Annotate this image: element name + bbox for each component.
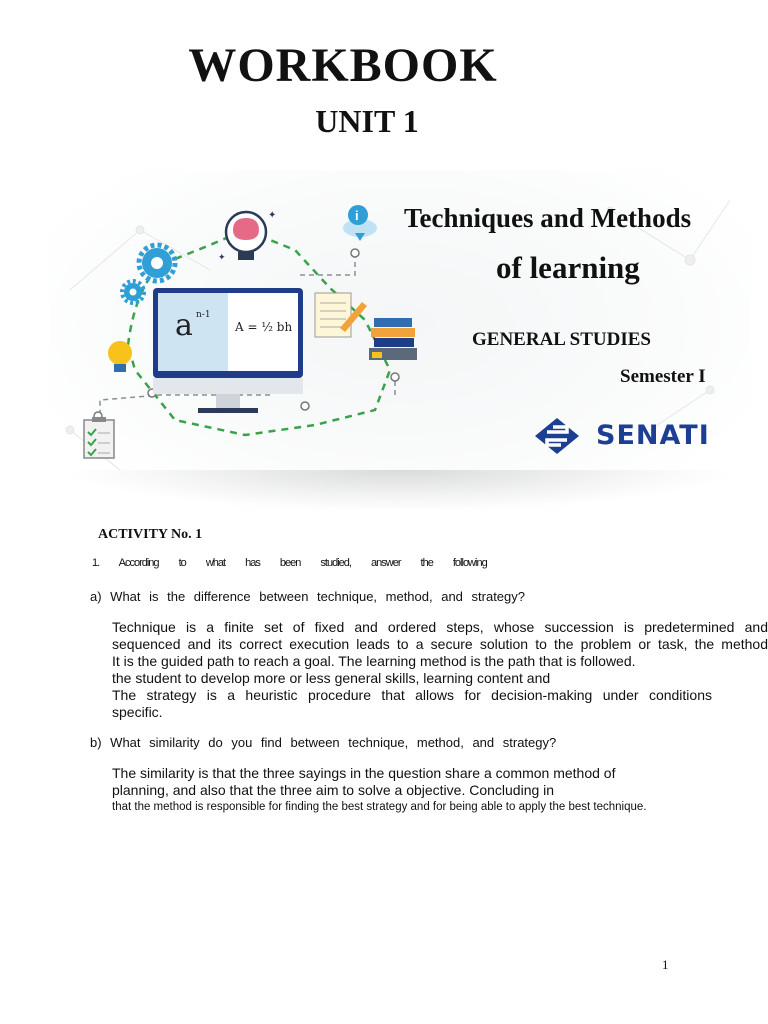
lightbulb-icon: [108, 341, 132, 372]
svg-text:✦: ✦: [218, 252, 226, 262]
answer-a-line: It is the guided path to reach a goal. The learning method is the path that is followed.: [112, 653, 636, 669]
answer-b-line: planning, and also that the three aim to solve a objective. Concluding in: [112, 782, 555, 798]
unit-title: UNIT 1: [315, 103, 419, 139]
question-a: a) What is the difference between technique, method, and strategy?: [90, 589, 525, 604]
answer-a-line: sequenced and its correct execution leads to a secure solution to the problem or task, the method: [112, 636, 768, 652]
svg-text:i: i: [355, 208, 359, 223]
senati-logo-icon: [535, 418, 579, 454]
senati-logo-text: SENATI: [596, 420, 710, 451]
answer-b-line: The similarity is that the three sayings in the question share a common method of: [112, 765, 616, 781]
cover-heading-line2: of learning: [496, 250, 640, 285]
cover-heading-line1: Techniques and Methods: [404, 203, 692, 233]
question-b: b) What similarity do you find between technique, method, and strategy?: [90, 735, 557, 750]
formula-exponent: n-1: [196, 310, 211, 320]
answer-a-line: specific.: [112, 704, 163, 720]
notepad-icon: [315, 293, 367, 337]
brain-bulb-icon: [218, 210, 276, 262]
answer-b: [112, 765, 752, 816]
answer-b-line: that the method is responsible for finding the best strategy and for being able to apply the best technique.: [112, 801, 647, 813]
semester-label: Semester I: [620, 366, 706, 387]
books-icon: [369, 318, 417, 360]
formula-base: a: [175, 308, 193, 343]
answer-a: [112, 619, 768, 721]
program-name: GENERAL STUDIES: [472, 329, 651, 350]
workbook-title: WORKBOOK: [188, 39, 498, 92]
activity-title: ACTIVITY No. 1: [98, 527, 203, 542]
formula-area: A = ½ bh: [235, 320, 293, 334]
svg-text:✦: ✦: [268, 210, 277, 221]
answer-a-line: The strategy is a heuristic procedure that allows for decision-making under conditions: [112, 687, 712, 703]
info-cloud-icon: [343, 205, 377, 241]
answer-a-line: Technique is a finite set of fixed and ordered steps, whose succession is predetermined and: [112, 619, 768, 635]
checklist-icon: [84, 417, 114, 458]
page-number: 1: [662, 957, 669, 972]
answer-a-line: the student to develop more or less general skills, learning content and: [112, 670, 551, 686]
activity-instruction: 1. According to what has been studied, answer the following: [92, 557, 487, 569]
